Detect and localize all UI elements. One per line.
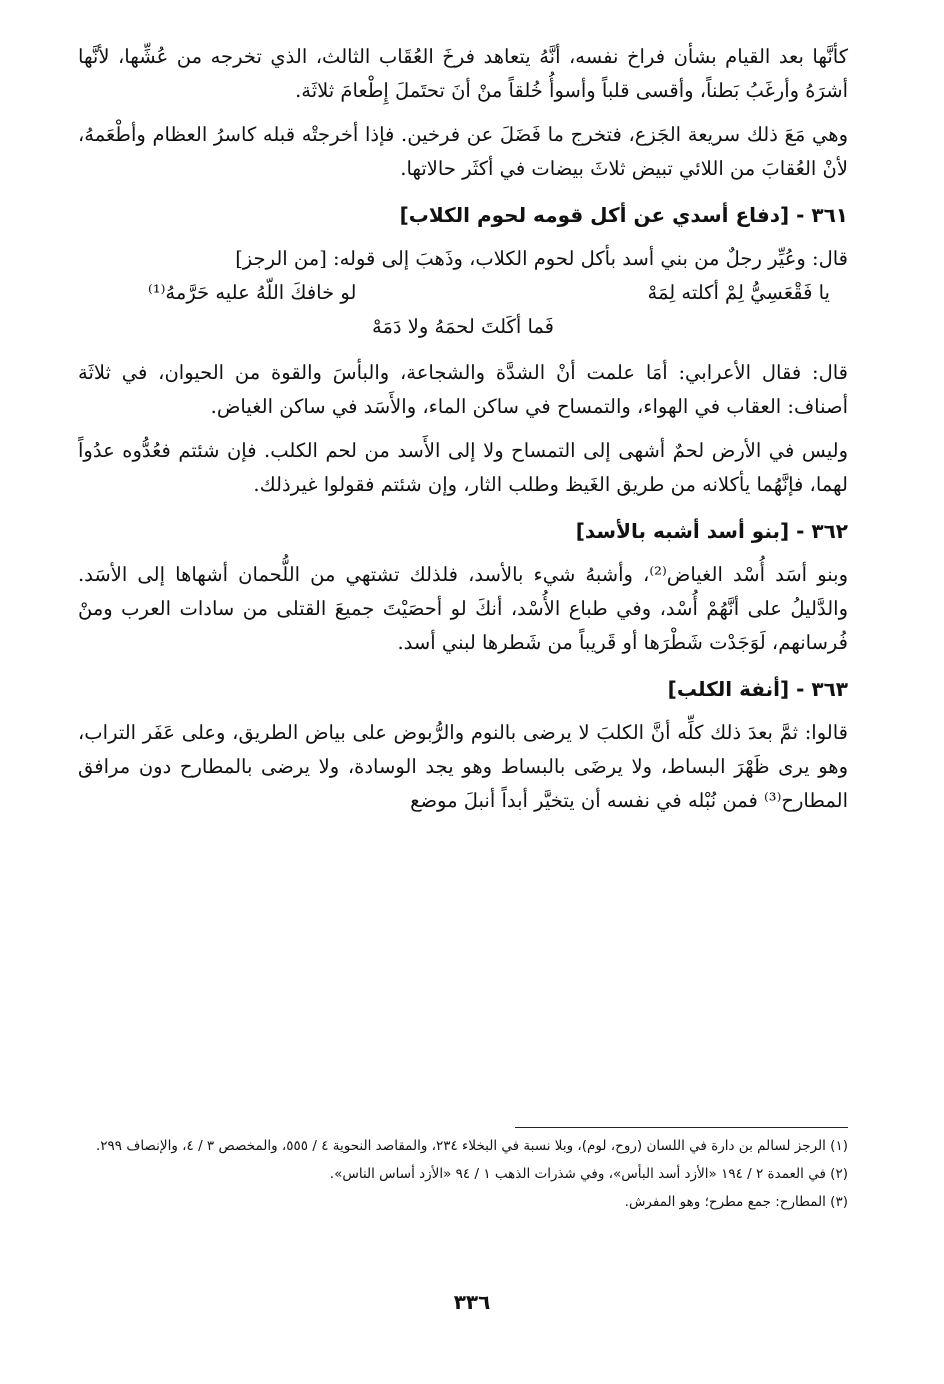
footnotes [78,1133,848,1217]
paragraph-dog-meat-desire: وليس في الأرض لحمٌ أشهى إلى التمساح ولا إلى الأَسد من لحم الكلب. فإن شئتم فعُدُّوه عدُواً لهما، فإنَّهُما يأكلانه من طريق الغَيظ وطلب الثار، وإن شئتم فقولوا غيرذلك. [78,439,848,496]
page-number: ٣٣٦ [453,1290,491,1314]
paragraph-dog-pride: قالوا: ثمَّ بعدَ ذلك كلِّه أنَّ الكلبَ لا يرضى بالنوم والرُّبوض على بياض الطريق، وعلى عَفَر التراب، وهو يرى ظَهْرَ البساط، ولا يرضَى بالبساط وهو يجد الوسادة، ولا يرضى بالمطارح دون مرافق المطارح⁽³⁾ فمن نُبْله في نفسه أن يتخيَّر أبداً أنبلَ موضع [78,721,848,812]
section-heading-363: ٣٦٣ - [أنفة الكلب] [667,677,848,701]
verse-line-2: فَما أكَلتَ لحمَهُ ولا دَمَهْ [371,315,554,338]
footnote-divider [515,1127,848,1128]
verse-line-1 [78,276,848,310]
paragraph-eagle-eggs: وهي مَعَ ذلك سريعة الجَزع، فتخرج ما فَضَلَ عن فرخين. فإذا أخرجتْه قبله كاسرُ العظام وأطْعَمهُ، لأنْ العُقابَ من اللائي تبيض ثلاثَ بيضات في أكثَر حالاتها. [78,123,848,180]
paragraph-three-kinds: قال: فقال الأعرابي: أمَا علمت أنْ الشدَّة والشجاعة، والبأسَ والقوة من الحيوان، في ثلاثَة أصناف: العقاب في الهواء، والتمساح في ساكن الماء، والأَسَد في ساكن الغياض. [78,361,848,418]
verse-hemistich-right: يا فَقْعَسِيُّ لِمْ أكلته لِمَهْ [647,281,830,304]
paragraph-asadi-dog-meat: قال: وعُيِّر رجلٌ من بني أسد بأكل لحوم الكلاب، وذَهبَ إلى قوله: [من الرجز] [235,247,848,270]
section-heading-362: ٣٦٢ - [بنو أسد أشبه بالأسد] [575,519,848,543]
page-body [78,40,848,828]
verse-hemistich-left: لو خافكَ اللّهُ عليه حَرَّمهُ⁽¹⁾ [148,281,357,304]
footnote-3: (٣) المطارح: جمع مطرح؛ وهو المفرش. [624,1194,848,1210]
footnote-1: (١) الرجز لسالم بن دارة في اللسان (روح، لوم)، وبلا نسبة في البخلاء ٢٣٤، والمقاصد النحوية ٤ / ٥٥٥، والمخصص ٣ / ٤، والإنصاف ٢٩٩. [95,1138,848,1154]
paragraph-ostrich-eagle: كأنَّها بعد القيام بشأن فراخ نفسه، أنَّهُ يتعاهد فرخَ العُقَاب الثالث، الذي تخرجه من عُشِّها، لأنَّها أشرَهُ وأرغَبُ بَطناً، وأقسى قلباً وأسوأُ خُلقاً منْ أنَ تحتَملَ إِطْعامَ ثلاثَة. [78,45,848,102]
paragraph-banu-asad: وبنو أسَد أُسْد الغياض⁽²⁾، وأشبهُ شيء بالأسد، فلذلك تشتهي من اللُّحمان أشهاها إلى الأسَد. والدَّليلُ على أنَّهُمْ أُسْد، وفي طباع الأُسْد، أنكَ لو أحصَيْتَ جميعَ القتلى من سادات العرب ومنْ فُرسانهم، لَوَجَدْت شَطْرَها أو قَريباً من شَطرها لبني أسد. [78,563,848,654]
section-heading-361: ٣٦١ - [دفاع أسدي عن أكل قومه لحوم الكلاب] [399,203,848,227]
footnote-2: (٢) في العمدة ٢ / ١٩٤ «الأزد أسد البأس»، وفي شذرات الذهب ١ / ٩٤ «الأزد أساس الناس». [329,1166,848,1182]
